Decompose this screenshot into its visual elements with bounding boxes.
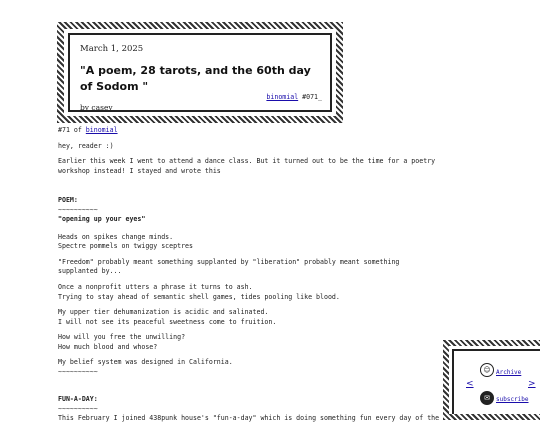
post-meta xyxy=(58,126,458,136)
archive-link[interactable]: Archive xyxy=(496,369,522,376)
funday-divider: ~~~~~~~~~~ xyxy=(58,404,98,413)
poem-stanza-4: My upper tier dehumanization is acidic and salinated. I will not see its peaceful sweetness come to fruition. xyxy=(58,308,277,326)
funday-heading: FUN-A-DAY: xyxy=(58,395,98,404)
poem-stanza-6: My belief system was designed in California. xyxy=(58,358,233,367)
next-button[interactable]: > xyxy=(528,379,536,389)
poem-heading: POEM: xyxy=(58,196,78,205)
intro-paragraph: Earlier this week I went to attend a dance class. But it turned out to be the time for a poetry workshop instead! I stayed and wrote this xyxy=(58,157,436,175)
post-meta-prefix: #71 of xyxy=(58,126,86,134)
meta-series-link[interactable]: binomial xyxy=(85,126,118,134)
poem-stanza-3: Once a nonprofit utters a phrase it turns to ash. Trying to stay ahead of semantic shell games, tides pooling like blood. xyxy=(58,283,340,301)
series-number: #071_ xyxy=(298,93,322,102)
post-date: March 1, 2025 xyxy=(80,44,144,54)
subscribe-icon[interactable]: ✉ xyxy=(480,391,494,405)
prev-button[interactable]: < xyxy=(466,379,474,389)
poem-end-divider: ~~~~~~~~~~ xyxy=(58,367,98,376)
nav-widget xyxy=(443,340,540,420)
funday-paragraph: This February I joined 438punk house's "fun-a-day" which is doing something fun every day of the xyxy=(58,414,440,423)
post-header-frame xyxy=(57,22,343,123)
post-author: by casey xyxy=(80,103,113,113)
poem-divider: ~~~~~~~~~~ xyxy=(58,205,98,214)
greeting: hey, reader :) xyxy=(58,141,114,150)
post-title: "A poem, 28 tarots, and the 60th day of Sodom " xyxy=(80,64,311,94)
poem-title: "opening up your eyes" xyxy=(58,215,146,224)
post-series-tag xyxy=(266,93,322,103)
subscribe-link[interactable]: subscribe xyxy=(496,396,529,403)
post-header xyxy=(68,33,332,112)
poem-stanza-1: Heads on spikes change minds. Spectre pommels on twiggy sceptres xyxy=(58,232,193,251)
archive-icon[interactable]: ☺ xyxy=(480,363,494,377)
poem-stanza-2: "Freedom" probably meant something supplanted by "liberation" probably meant something supplanted by... xyxy=(58,257,400,276)
post-body xyxy=(58,126,458,430)
nav-widget-inner xyxy=(452,349,540,414)
series-link[interactable]: binomial xyxy=(266,93,299,102)
poem-stanza-5: How will you free the unwilling? How much blood and whose? xyxy=(58,333,186,351)
